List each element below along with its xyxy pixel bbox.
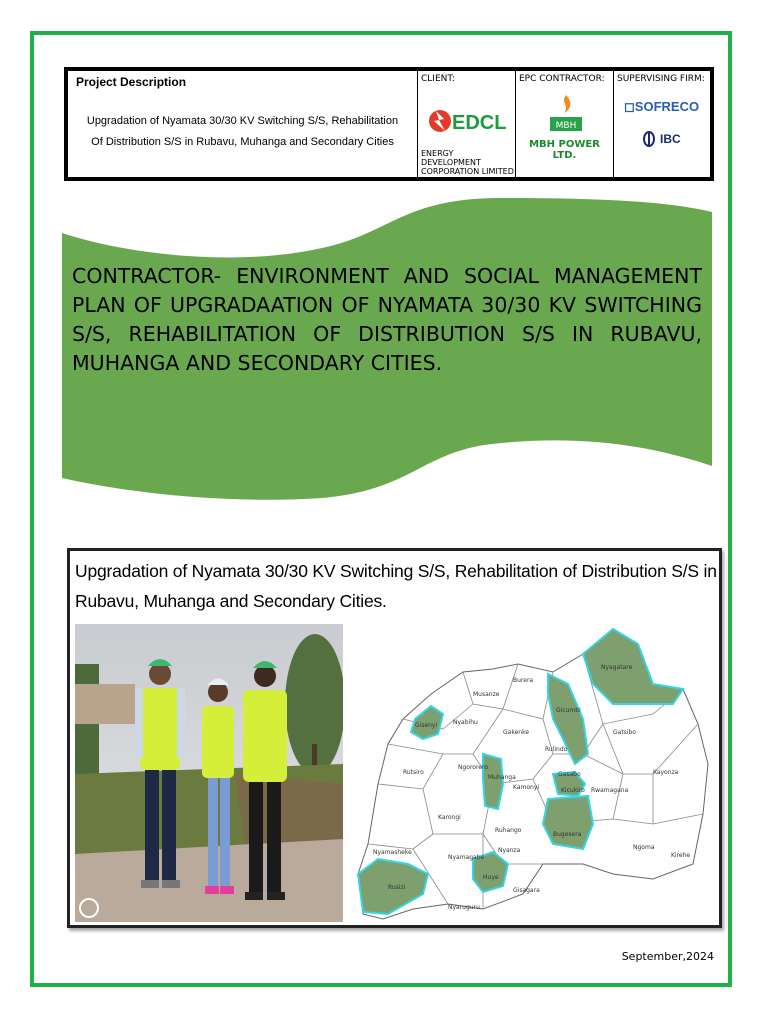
figure-caption: Upgradation of Nyamata 30/30 KV Switching S/S, Rehabilitation of Distribution S/S in Rubavu, Muhanga and Secondary Cities.	[75, 561, 717, 611]
site-team-photo	[75, 624, 343, 922]
map-label-gicumbi: Gicumbi	[556, 707, 581, 714]
map-label-rusizi: Rusizi	[388, 884, 406, 891]
map-label-rulindo: Rulindo	[545, 746, 568, 753]
muhanga-district	[483, 754, 503, 809]
mbh-logo-text: MBH	[555, 121, 577, 131]
map-label-burera: Burera	[513, 677, 534, 684]
map-label-nyaruguru: Nyaruguru	[448, 904, 480, 911]
document-date: September,2024	[621, 950, 714, 963]
supervisor-label: SUPERVISING FIRM:	[617, 74, 705, 84]
project-description-cell	[68, 71, 418, 177]
map-label-kirehe: Kirehe	[671, 852, 691, 859]
map-label-gakenke: Gakenke	[503, 729, 530, 736]
client-cell	[418, 71, 516, 177]
map-label-nyanza: Nyanza	[498, 847, 521, 854]
map-label-huye: Huye	[483, 874, 499, 881]
map-label-nyamasheke: Nyamasheke	[373, 849, 412, 856]
map-label-nyabihu: Nyabihu	[453, 719, 478, 726]
client-name: ENERGY DEVELOPMENT CORPORATION LIMITED	[421, 149, 514, 176]
supervising-firm-cell	[614, 71, 710, 177]
epc-label: EPC CONTRACTOR:	[519, 74, 605, 84]
sofreco-icon: ◻	[624, 99, 635, 114]
project-figure	[67, 548, 722, 928]
project-description-title: Project Description	[76, 75, 187, 89]
map-label-musanze: Musanze	[473, 691, 500, 698]
mbh-flame-logo	[546, 93, 586, 137]
map-label-gisagara: Gisagara	[513, 887, 540, 894]
map-label-ruhango: Ruhango	[495, 827, 522, 834]
map-label-gatsibo: Gatsibo	[613, 729, 636, 736]
map-label-nyagatare: Nyagatare	[601, 664, 633, 671]
client-label: CLIENT:	[421, 74, 455, 84]
map-label-ngororero: Ngororero	[458, 764, 489, 771]
project-header-table	[64, 67, 714, 181]
map-label-ngoma: Ngoma	[633, 844, 655, 851]
map-label-nyamagabe: Nyamagabe	[448, 854, 485, 861]
bugesera-district	[543, 796, 593, 849]
edcl-logo-text: EDCL	[452, 112, 507, 134]
map-label-kicukiro: Kicukiro	[561, 787, 585, 794]
document-title: CONTRACTOR- ENVIRONMENT AND SOCIAL MANAGEMENT PLAN OF UPGRADAATION OF NYAMATA 30/30 KV SWITCHING S/S, REHABILITATION OF DISTRIBUTION S/S IN RUBAVU, MUHANGA AND SECONDARY CITIES.	[72, 264, 702, 375]
ibc-icon	[642, 131, 656, 147]
map-label-bugesera: Bugesera	[553, 831, 582, 838]
epc-contractor-cell	[516, 71, 614, 177]
map-label-rutsiro: Rutsiro	[403, 769, 424, 776]
map-label-rwamagana: Rwamagana	[591, 787, 629, 794]
project-description-text: Upgradation of Nyamata 30/30 KV Switching S/S, Rehabilitation Of Distribution S/S in Rubavu, Muhanga and Secondary Cities	[86, 115, 399, 148]
ibc-logo: IBC	[642, 131, 681, 147]
map-label-gisenyi: Gisenyi	[415, 722, 438, 729]
map-label-muhanga: Muhanga	[488, 774, 516, 781]
map-label-kamonyi: Kamonyi	[513, 784, 540, 791]
rwanda-districts-map	[353, 624, 718, 924]
map-label-karongi: Karongi	[438, 814, 461, 821]
edcl-logo	[428, 101, 508, 141]
epc-name: MBH POWER LTD.	[529, 139, 600, 161]
map-label-gasabo: Gasabo	[558, 771, 581, 778]
sofreco-logo: ◻SOFRECO	[624, 99, 700, 114]
map-label-kayonza: Kayonza	[653, 769, 679, 776]
